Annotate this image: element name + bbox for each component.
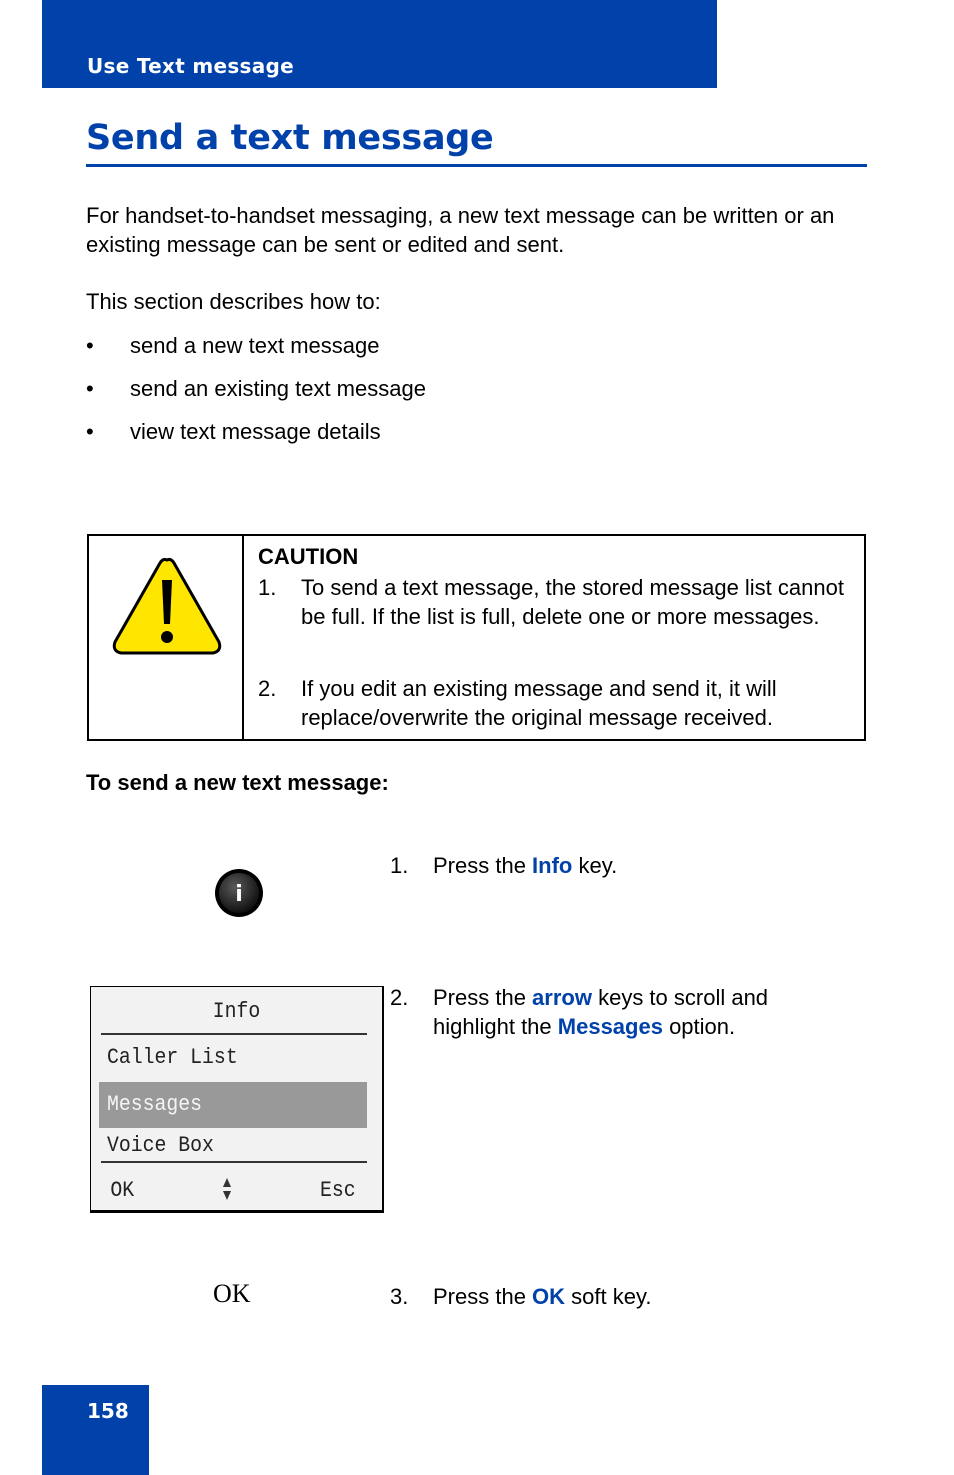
describes-paragraph: This section describes how to: — [86, 289, 381, 314]
screen-divider — [101, 1161, 367, 1163]
list-item-text: view text message details — [130, 419, 381, 444]
title-divider — [86, 164, 867, 167]
step-number: 1. — [390, 853, 409, 878]
key-name: OK — [532, 1284, 566, 1309]
softkey-esc[interactable]: Esc — [320, 1178, 357, 1203]
screen-divider — [101, 1033, 367, 1035]
step-text: Press the OK soft key. — [433, 1284, 652, 1309]
bullet-icon: • — [86, 419, 94, 444]
bullet-icon: • — [86, 333, 94, 358]
page-number: 158 — [87, 1399, 129, 1423]
menu-item-voice-box[interactable]: Voice Box — [107, 1133, 214, 1158]
step-text: Press the arrow keys to scroll and highlight the Messages option. — [433, 985, 769, 1039]
ok-softkey-label: OK — [213, 1279, 251, 1308]
page-title: Send a text message — [86, 118, 494, 158]
menu-item-messages[interactable]: Messages — [107, 1092, 203, 1117]
caution-item-text: To send a text message, the stored message list cannot be full. If the list is full, delete one or more messages. — [301, 575, 844, 629]
phone-screen — [90, 986, 384, 1213]
info-key-icon — [214, 868, 264, 918]
key-name: Info — [532, 853, 573, 878]
header-bar — [42, 0, 717, 88]
intro-paragraph: For handset-to-handset messaging, a new text message can be written or an existing message can be sent or edited and sent. — [86, 203, 835, 257]
softkey-ok[interactable]: OK — [110, 1178, 135, 1203]
caution-divider — [242, 536, 244, 739]
key-name: Messages — [557, 1014, 663, 1039]
step-number: 3. — [390, 1284, 409, 1309]
key-name: arrow — [532, 985, 592, 1010]
caution-box — [87, 534, 866, 741]
caution-title: CAUTION — [258, 544, 359, 569]
scroll-arrows-icon — [222, 1177, 232, 1201]
procedure-heading: To send a new text message: — [86, 770, 389, 795]
screen-title: Info — [212, 999, 261, 1024]
info-key-glyph: i — [235, 882, 243, 907]
warning-icon — [111, 554, 223, 663]
caution-item-number: 1. — [258, 575, 277, 600]
list-item-text: send an existing text message — [130, 376, 426, 401]
section-header: Use Text message — [87, 54, 295, 78]
step-number: 2. — [390, 985, 409, 1010]
caution-item-number: 2. — [258, 676, 277, 701]
bullet-icon: • — [86, 376, 94, 401]
step-text: Press the Info key. — [433, 853, 618, 878]
menu-item-caller-list[interactable]: Caller List — [107, 1045, 238, 1070]
caution-item-text: If you edit an existing message and send it, it will replace/overwrite the original message received. — [301, 676, 777, 730]
list-item-text: send a new text message — [130, 333, 380, 358]
page-number-box — [42, 1385, 149, 1475]
